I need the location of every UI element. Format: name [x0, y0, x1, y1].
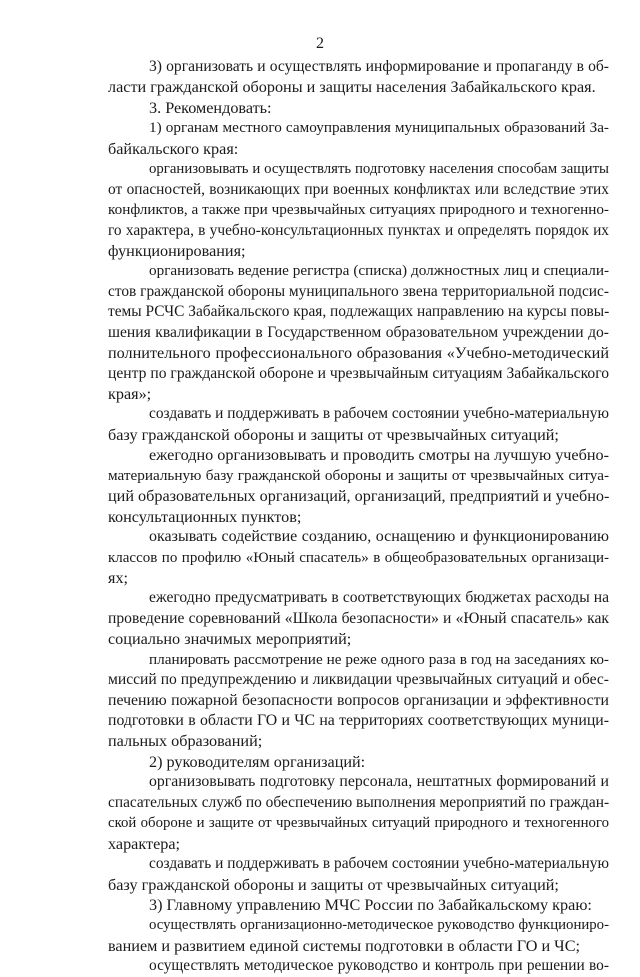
paragraph-first-line: 3. Рекомендовать:	[149, 98, 272, 117]
paragraph-first-line: 3) Главному управлению МЧС России по Забайкальскому краю:	[149, 895, 592, 914]
text-line: ской обороне и защите от чрезвычайных ситуаций природного и техногенного	[108, 815, 609, 832]
paragraph-first-line: организовать ведение регистра (списка) должностных лиц и специали-	[149, 262, 609, 280]
text-line: ях;	[108, 568, 129, 587]
text-line: печению пожарной безопасности вопросов организации и эффективности	[108, 691, 609, 709]
paragraph-first-line: 1) органам местного самоуправления муниципальных образований За-	[149, 119, 609, 137]
text-line: материальную базу гражданской обороны и защиты от чрезвычайных ситуа-	[108, 466, 609, 484]
text-line: спасательных служб по обеспечению выполнения мероприятий по граждан-	[108, 793, 610, 811]
text-line: консультационных пунктов;	[108, 507, 302, 526]
text-line: проведение соревнований «Школа безопасности» и «Юный спасатель» как	[108, 609, 609, 627]
paragraph-first-line: организовывать подготовку персонала, нештатных формирований и	[149, 773, 609, 791]
document-body	[108, 57, 609, 977]
text-line: полнительного профессионального образования «Учебно-методический	[108, 344, 609, 363]
paragraph-first-line: оказывать содействие созданию, оснащению и функционированию	[149, 528, 609, 546]
paragraph-first-line: 3) организовать и осуществлять информирование и пропаганду в об-	[149, 58, 609, 75]
text-line: от опасностей, возникающих при военных конфликтах или вследствие этих	[108, 180, 609, 198]
paragraph-first-line: ежегодно организовывать и проводить смотры на лучшую учебно-	[149, 446, 609, 465]
text-line: базу гражданской обороны и защиты от чрезвычайных ситуаций;	[108, 425, 559, 444]
paragraph-first-line: осуществлять организационно-методическое руководство функциониро-	[149, 917, 609, 934]
text-line: характера;	[108, 834, 181, 853]
text-line: ванием и развитием единой системы подготовки в области ГО и ЧС;	[108, 936, 580, 955]
text-line: функционирования;	[108, 241, 246, 260]
paragraph-first-line: ежегодно предусматривать в соответствующих бюджетах расходы на	[149, 589, 609, 607]
paragraph-first-line: создавать и поддерживать в рабочем состоянии учебно-материальную	[149, 405, 609, 423]
paragraph-first-line: планировать рассмотрение не реже одного раза в год на заседаниях ко-	[149, 650, 609, 668]
text-line: подготовки в области ГО и ЧС на территориях соответствующих муници-	[108, 712, 609, 729]
text-line: темы РСЧС Забайкальского края, подлежащих направлению на курсы повы-	[108, 303, 610, 321]
paragraph-first-line: организовывать и осуществлять подготовку населения способам защиты	[149, 161, 609, 178]
text-line: миссий по предупреждению и ликвидации чрезвычайных ситуаций и обес-	[108, 671, 609, 689]
text-line: шения квалификации в Государственном образовательном учреждении до-	[108, 323, 609, 341]
text-line: го характера, в учебно-консультационных пунктах и определять порядок их	[108, 221, 609, 239]
text-line: ций образовательных организаций, организаций, предприятий и учебно-	[108, 487, 610, 506]
paragraph-first-line: осуществлять методическое руководство и контроль при решении во-	[149, 957, 609, 975]
paragraph-first-line: создавать и поддерживать в рабочем состоянии учебно-материальную	[149, 855, 609, 873]
text-line: ласти гражданской обороны и защиты населения Забайкальского края.	[108, 78, 596, 97]
text-line: края»;	[108, 385, 152, 403]
text-line: стов гражданской обороны муниципального звена территориальной подсис-	[108, 282, 609, 300]
text-line: классов по профилю «Юный спасатель» в общеобразовательных организаци-	[108, 549, 609, 566]
text-line: пальных образований;	[108, 732, 263, 751]
text-line: базу гражданской обороны и защиты от чрезвычайных ситуаций;	[108, 875, 559, 894]
text-line: центр по гражданской обороне и чрезвычайным ситуациям Забайкальского	[108, 364, 609, 382]
text-line: конфликтов, а также при чрезвычайных ситуациях природного и техногенно-	[108, 201, 609, 219]
text-line: байкальского края:	[108, 139, 239, 158]
paragraph-first-line: 2) руководителям организаций:	[149, 752, 366, 771]
text-line: социально значимых мероприятий;	[108, 630, 352, 649]
page-number: 2	[316, 35, 324, 52]
